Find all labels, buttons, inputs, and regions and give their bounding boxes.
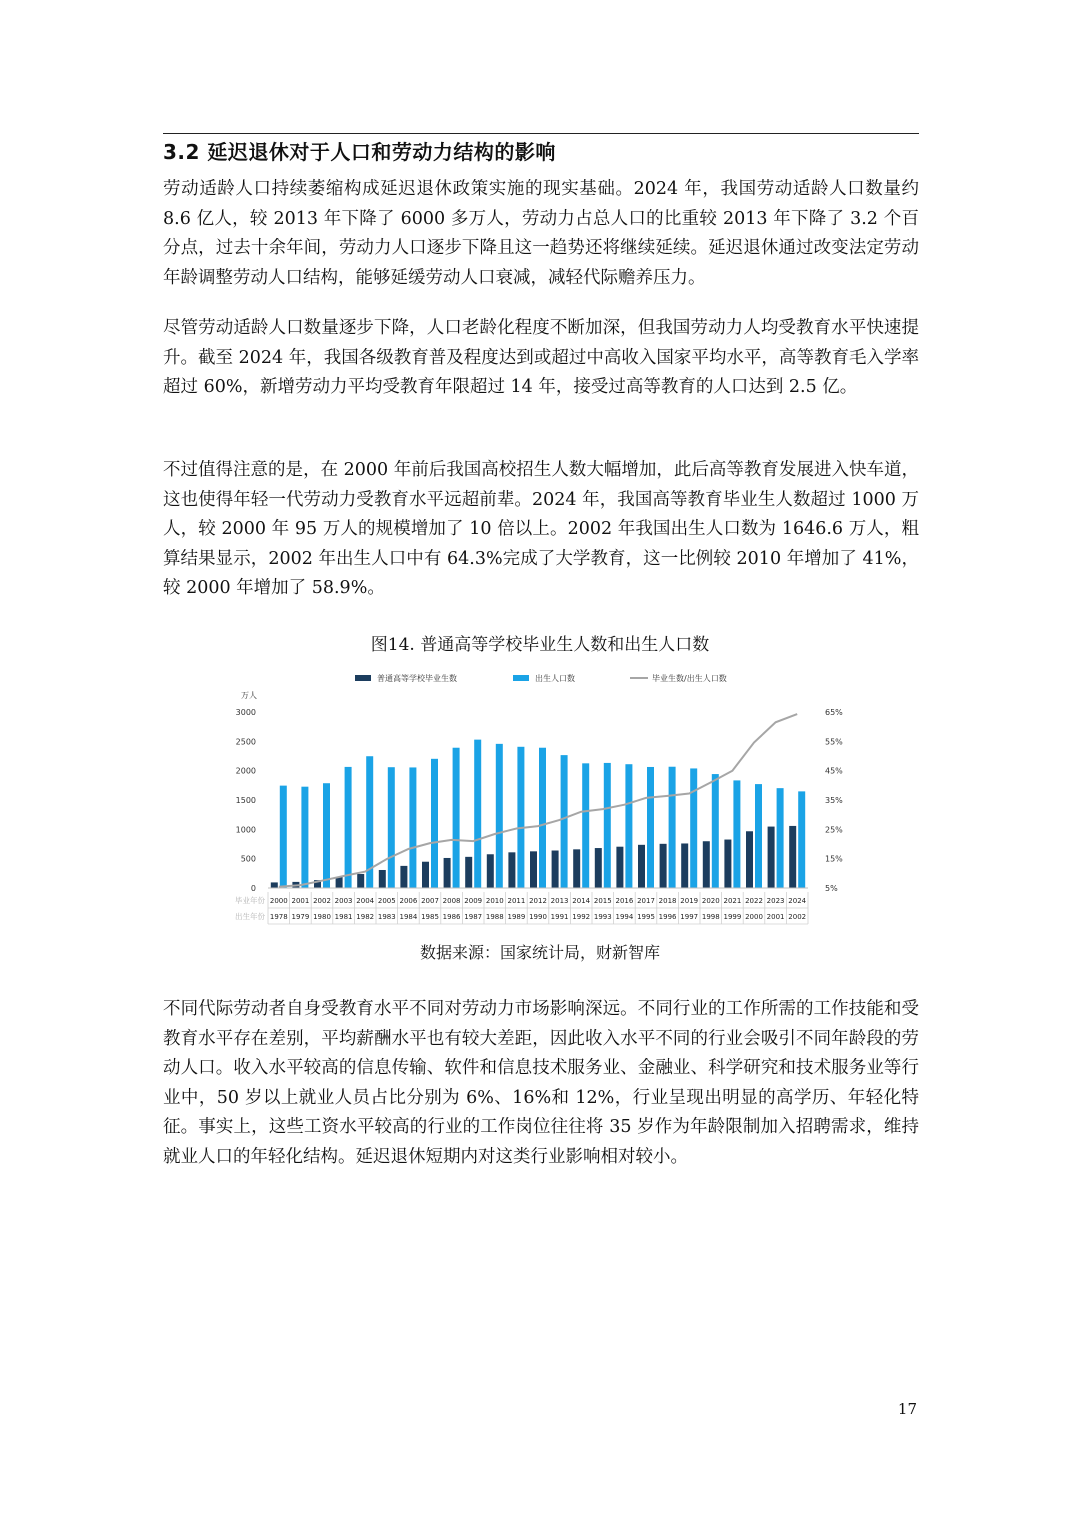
bar-births-2016 (625, 764, 632, 888)
x-tick-birth-year: 1982 (356, 913, 375, 921)
legend-swatch-2 (513, 675, 529, 681)
legend-swatch-1 (355, 675, 371, 681)
bar-graduates-2010 (487, 854, 494, 888)
x-tick-grad-year: 2018 (658, 897, 677, 905)
x-tick-grad-year: 2005 (377, 897, 396, 905)
bar-graduates-2000 (271, 882, 278, 888)
paragraph-1: 劳动适龄人口持续萎缩构成延迟退休政策实施的现实基础。2024 年，我国劳动适龄人口数量约 8.6 亿人，较 2013 年下降了 6000 多万人，劳动力占总人口的比重较 2013 年下降了 3.2 个百分点，过去十余年间，劳动力人口逐步下降且这一趋势还将继续延续。延迟退休通过改变法定劳动年龄调整劳动人口结构，能够延缓劳动人口衰减，减轻代际赡养压力。 (163, 179, 919, 288)
bar-births-2003 (345, 767, 352, 888)
bar-births-2015 (604, 763, 611, 888)
x-tick-birth-year: 1989 (507, 913, 526, 921)
bar-graduates-2011 (508, 852, 515, 888)
x-tick-birth-year: 1997 (680, 913, 699, 921)
y-right-tick-label: 35% (825, 796, 843, 805)
bar-births-2012 (539, 748, 546, 888)
x-tick-birth-year: 1998 (701, 913, 720, 921)
bar-births-2001 (301, 787, 308, 888)
bar-graduates-2018 (660, 844, 667, 888)
figure-source: 数据来源：国家统计局，财新智库 (419, 943, 660, 962)
x-tick-grad-year: 2001 (291, 897, 310, 905)
bar-graduates-2022 (746, 831, 753, 888)
x-tick-grad-year: 2020 (701, 897, 720, 905)
x-tick-birth-year: 1999 (723, 913, 742, 921)
legend-label-2: 出生人口数 (535, 674, 575, 683)
legend-label-1: 普通高等学校毕业生数 (377, 674, 457, 683)
bar-graduates-2020 (703, 841, 710, 888)
page-number: 17 (897, 1400, 917, 1418)
x-tick-birth-year: 1990 (529, 913, 547, 921)
bar-graduates-2016 (616, 847, 623, 888)
x-tick-grad-year: 2019 (680, 897, 699, 905)
x-tick-grad-year: 2000 (269, 897, 288, 905)
bar-births-2024 (798, 791, 805, 888)
y-right-tick-label: 5% (825, 884, 838, 893)
bar-graduates-2017 (638, 845, 645, 888)
x-tick-grad-year: 2009 (464, 897, 483, 905)
y-right-tick-label: 15% (825, 854, 843, 864)
y-left-tick-label: 1500 (235, 796, 256, 805)
bar-graduates-2003 (336, 877, 343, 888)
bar-graduates-2004 (357, 874, 364, 888)
row-label-birth-year: 出生年份 (235, 912, 265, 921)
bar-births-2011 (517, 747, 524, 888)
bar-births-2010 (496, 744, 503, 888)
bar-graduates-2023 (768, 827, 775, 888)
y-right-tick-label: 55% (825, 737, 843, 747)
x-tick-grad-year: 2012 (529, 897, 547, 905)
bar-births-2013 (561, 755, 568, 888)
y-left-tick-label: 500 (240, 854, 256, 864)
bar-graduates-2013 (552, 851, 559, 888)
y-right-tick-label: 45% (825, 766, 843, 776)
x-tick-birth-year: 2002 (788, 913, 807, 921)
bar-graduates-2008 (444, 858, 451, 888)
bar-graduates-2009 (465, 857, 472, 888)
ratio-line (279, 714, 797, 887)
x-tick-birth-year: 1984 (399, 913, 418, 921)
y-left-tick-label: 2000 (235, 766, 256, 776)
x-tick-birth-year: 1980 (313, 913, 331, 921)
y-right-tick-label: 25% (825, 825, 843, 835)
bar-births-2002 (323, 783, 330, 888)
x-tick-birth-year: 1983 (377, 913, 396, 921)
bar-graduates-2014 (573, 849, 580, 888)
bar-births-2022 (755, 784, 762, 888)
bar-births-2018 (669, 767, 676, 888)
section-heading: 3.2 延迟退休对于人口和劳动力结构的影响 (163, 140, 556, 164)
bar-births-2020 (712, 774, 719, 888)
y-right-tick-label: 65% (825, 708, 843, 717)
x-tick-grad-year: 2008 (442, 897, 461, 905)
x-tick-grad-year: 2010 (485, 897, 504, 905)
x-tick-grad-year: 2022 (745, 897, 763, 905)
bar-graduates-2005 (379, 870, 386, 888)
x-tick-grad-year: 2015 (593, 897, 612, 905)
bar-births-2007 (431, 759, 438, 888)
x-tick-grad-year: 2024 (788, 897, 807, 905)
bar-births-2017 (647, 767, 654, 888)
x-tick-birth-year: 1993 (593, 913, 612, 921)
x-tick-grad-year: 2007 (421, 897, 439, 905)
bar-graduates-2019 (681, 843, 688, 888)
legend-label-3: 毕业生数/出生人口数 (652, 674, 727, 683)
x-tick-birth-year: 2000 (745, 913, 763, 921)
paragraph-4: 不同代际劳动者自身受教育水平不同对劳动力市场影响深远。不同行业的工作所需的工作技能和受教育水平存在差别，平均薪酬水平也有较大差距，因此收入水平不同的行业会吸引不同年龄段的劳动人口。收入水平较高的信息传输、软件和信息技术服务业、金融业、科学研究和技术服务业等行业中，50 岁以上就业人员占比分别为 6%、16%和 12%，行业呈现出明显的高学历、年轻化特征。事实上，这些工资水平较高的行业的工作岗位往往将 35 岁作为年龄限制加入招聘需求，维持就业人口的年轻化结构。延迟退休短期内对这类行业影响相对较小。 (163, 999, 919, 1167)
education-birth-chart (225, 665, 843, 930)
bar-births-2021 (733, 780, 740, 888)
bar-graduates-2015 (595, 848, 602, 888)
bar-births-2019 (690, 768, 697, 888)
x-tick-grad-year: 2013 (550, 897, 569, 905)
paragraph-2: 尽管劳动适龄人口数量逐步下降，人口老龄化程度不断加深，但我国劳动力人均受教育水平快速提升。截至 2024 年，我国各级教育普及程度达到或超过中高收入国家平均水平，高等教育毛入学率超过 60%，新增劳动力平均受教育年限超过 14 年，接受过高等教育的人口达到 2.5 亿。 (163, 318, 919, 397)
x-tick-birth-year: 1986 (442, 913, 461, 921)
x-tick-grad-year: 2021 (723, 897, 742, 905)
bar-graduates-2021 (724, 840, 731, 888)
x-tick-birth-year: 1991 (550, 913, 569, 921)
x-tick-grad-year: 2003 (334, 897, 353, 905)
x-tick-birth-year: 1988 (485, 913, 504, 921)
x-tick-birth-year: 1987 (464, 913, 483, 921)
x-tick-birth-year: 2001 (766, 913, 785, 921)
bar-births-2005 (388, 767, 395, 888)
x-tick-birth-year: 1992 (572, 913, 591, 921)
bar-births-2023 (777, 788, 784, 888)
bar-graduates-2012 (530, 851, 537, 888)
x-tick-grad-year: 2004 (356, 897, 375, 905)
bar-births-2006 (409, 767, 416, 888)
bar-graduates-2024 (789, 826, 796, 888)
bar-graduates-2007 (422, 862, 429, 888)
x-tick-birth-year: 1979 (291, 913, 310, 921)
bar-births-2000 (280, 786, 287, 888)
x-tick-grad-year: 2002 (313, 897, 331, 905)
row-label-grad-year: 毕业年份 (235, 896, 265, 905)
bar-births-2008 (453, 748, 460, 888)
x-tick-birth-year: 1996 (658, 913, 677, 921)
y-left-tick-label: 3000 (235, 708, 256, 717)
paragraph-3: 不过值得注意的是，在 2000 年前后我国高校招生人数大幅增加，此后高等教育发展进入快车道，这也使得年轻一代劳动力受教育水平远超前辈。2024 年，我国高等教育毕业生人数超过 1000 万人，较 2000 年 95 万人的规模增加了 10 倍以上。2002 年我国出生人口数为 1646.6 万人，粗算结果显示，2002 年出生人口中有 64.3%完成了大学教育，这一比例较 2010 年增加了 41%，较 2000 年增加了 58.9%。 (163, 460, 919, 598)
y-axis-unit-label: 万人 (241, 691, 257, 700)
x-tick-grad-year: 2023 (766, 897, 785, 905)
bar-graduates-2006 (400, 866, 407, 888)
x-tick-grad-year: 2006 (399, 897, 418, 905)
x-tick-grad-year: 2016 (615, 897, 634, 905)
x-tick-grad-year: 2014 (572, 897, 591, 905)
x-tick-birth-year: 1978 (269, 913, 288, 921)
x-tick-birth-year: 1994 (615, 913, 634, 921)
bar-births-2014 (582, 763, 589, 888)
y-left-tick-label: 2500 (235, 737, 256, 747)
y-left-tick-label: 0 (250, 884, 256, 893)
x-tick-birth-year: 1981 (334, 913, 353, 921)
x-tick-birth-year: 1995 (637, 913, 655, 921)
x-tick-birth-year: 1985 (421, 913, 439, 921)
figure-title: 图14. 普通高等学校毕业生人数和出生人口数 (370, 635, 710, 655)
section-rule (163, 133, 919, 134)
bar-births-2009 (474, 740, 481, 888)
x-tick-grad-year: 2011 (507, 897, 526, 905)
x-tick-grad-year: 2017 (637, 897, 655, 905)
y-left-tick-label: 1000 (235, 825, 256, 835)
